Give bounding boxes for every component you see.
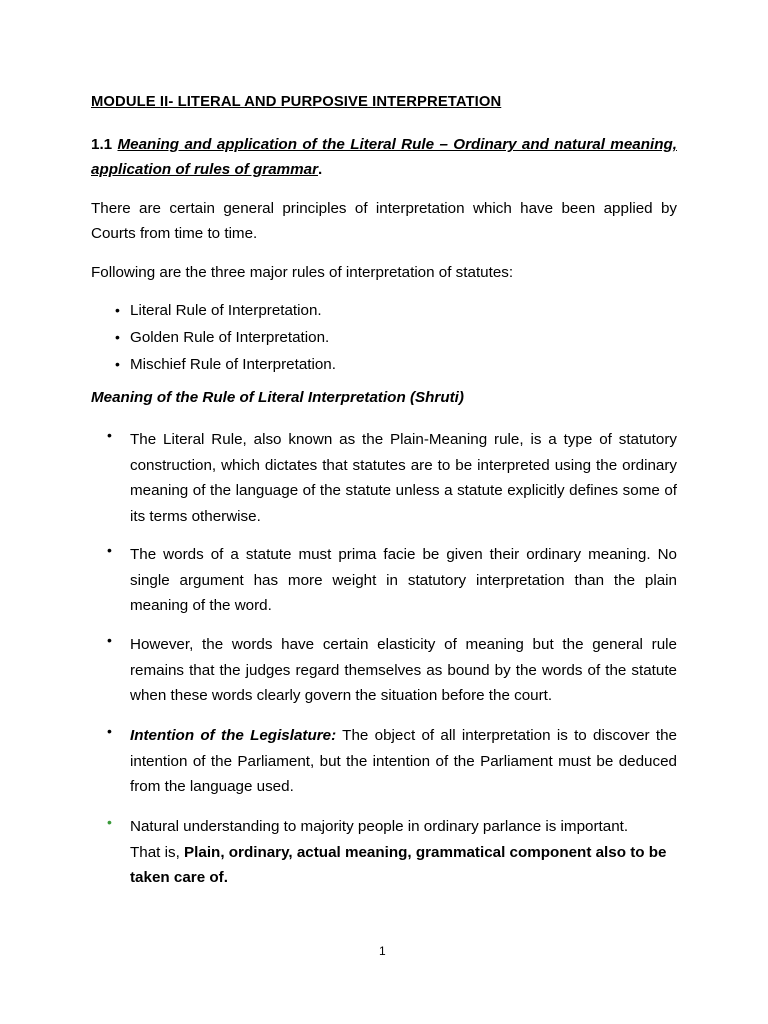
list-item [91,427,677,529]
bullet-icon: • [115,356,120,372]
rule-label: Mischief Rule of Interpretation. [130,356,336,373]
intention-lead: Intention of the Legislature [130,727,332,744]
list-item [91,632,677,709]
rule-label: Golden Rule of Interpretation. [130,329,330,346]
point-text: The Literal Rule, also known as the Plain-Meaning rule, is a type of statutory construction, which dictates that statutes are to be interpreted using the ordinary meaning of the language of the statute unless a statute explicitly defines some of its terms otherwise. [130,431,677,525]
section-number: 1.1 [91,136,118,153]
list-item [91,324,677,351]
list-item [91,351,677,378]
green-bullet-icon: • [107,814,112,830]
rules-list [91,297,677,378]
bullet-icon: • [107,723,112,739]
point-text: However, the words have certain elasticity of meaning but the general rule remains that the judges regard themselves as bound by the words of the statute when these words clearly govern the situation before the court. [130,636,677,704]
section-title: Meaning and application of the Literal Rule – Ordinary and natural meaning, application of rules of grammar [91,136,677,178]
section-heading [91,132,677,182]
natural-line-1: Natural understanding to majority people in ordinary parlance is important. [130,818,629,835]
bullet-icon: • [107,632,112,648]
list-item [91,542,677,619]
rule-label: Literal Rule of Interpretation. [130,302,322,319]
natural-line-2: That is, [130,843,185,861]
bullet-icon: • [115,329,120,345]
intro-paragraph-2: Following are the three major rules of interpretation of statutes: [91,264,514,281]
bullet-icon: • [107,542,112,558]
page-number: 1 [379,944,386,958]
list-item [91,297,677,324]
bullet-icon: • [107,427,112,443]
module-title: MODULE II- LITERAL AND PURPOSIVE INTERPRETATION [91,94,502,110]
natural-emphasis: Plain, ordinary, actual meaning, grammatical component also to be taken care of. [130,843,667,886]
point-text [130,814,677,891]
intention-body: The object of all interpretation is to discover the intention of the Parliament, but the intention of the Parliament must be deduced from the language used. [130,727,677,795]
bullet-icon: • [115,302,120,318]
point-text [130,723,677,800]
point-text: The words of a statute must prima facie be given their ordinary meaning. No single argument has more weight in statutory interpretation than the plain meaning of the word. [130,546,677,614]
intro-paragraph-1: There are certain general principles of interpretation which have been applied by Courts from time to time. [91,200,677,242]
section-trailing: . [318,161,323,178]
intention-colon: : [331,727,337,744]
list-item [91,723,677,800]
list-item [91,814,677,891]
literal-rule-heading: Meaning of the Rule of Literal Interpretation (Shruti) [91,389,464,406]
